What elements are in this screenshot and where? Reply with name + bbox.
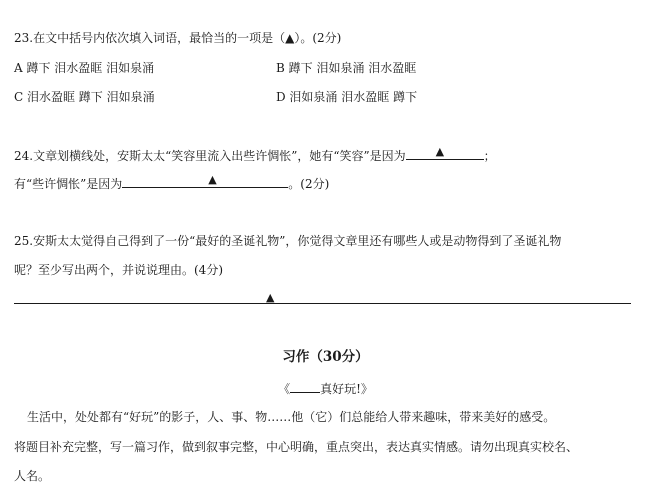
topic-close: 真好玩!》 [320, 382, 373, 396]
writing-topic [0, 380, 651, 397]
q23-option-a: A 蹲下 泪水盈眶 泪如泉涌 [14, 61, 155, 75]
q25-line2: 呢？至少写出两个，并说说理由。(4分) [14, 263, 223, 277]
topic-open: 《 [278, 382, 291, 396]
writing-para-line3: 人名。 [14, 469, 51, 483]
q24-line2-prefix: 有“些许惆怅”是因为 [14, 177, 123, 191]
q24-blank-1 [406, 147, 484, 160]
q24-line2 [14, 175, 329, 192]
writing-para-line2: 将题目补充完整，写一篇习作，做到叙事完整，中心明确，重点突出，表达真实情感。请勿出现真实校名、 [14, 440, 579, 454]
q24-blank-2 [122, 175, 288, 188]
answer-marker: ▲ [435, 145, 445, 158]
q23-option-c: C 泪水盈眶 蹲下 泪如泉涌 [14, 90, 155, 104]
section-heading: 习作（30分） [282, 349, 369, 365]
answer-line [14, 303, 631, 304]
q24-line2-suffix: 。(2分) [288, 177, 330, 191]
topic-blank [290, 380, 320, 393]
q23-stem: 23.在文中括号内依次填入词语，最恰当的一项是（▲）。(2分) [14, 31, 342, 45]
writing-para-line1: 生活中，处处都有“好玩”的影子，人、事、物……他（它）们总能给人带来趣味，带来美好的感受。 [27, 410, 556, 424]
q23-option-d: D 泪如泉涌 泪水盈眶 蹲下 [276, 90, 418, 104]
q25-line1: 25.安斯太太觉得自己得到了一份“最好的圣诞礼物”，你觉得文章里还有哪些人或是动物得到了圣诞礼物 [14, 234, 562, 248]
answer-marker: ▲ [208, 173, 217, 186]
q24-line1 [14, 147, 496, 164]
q24-line1-prefix: 24.文章划横线处，安斯太太“笑容里流入出些许惆怅”，她有“笑容”是因为 [14, 149, 406, 163]
q23-option-b: B 蹲下 泪如泉涌 泪水盈眶 [276, 61, 417, 75]
answer-marker: ▲ [266, 291, 275, 304]
q24-line1-suffix: ； [483, 149, 496, 163]
